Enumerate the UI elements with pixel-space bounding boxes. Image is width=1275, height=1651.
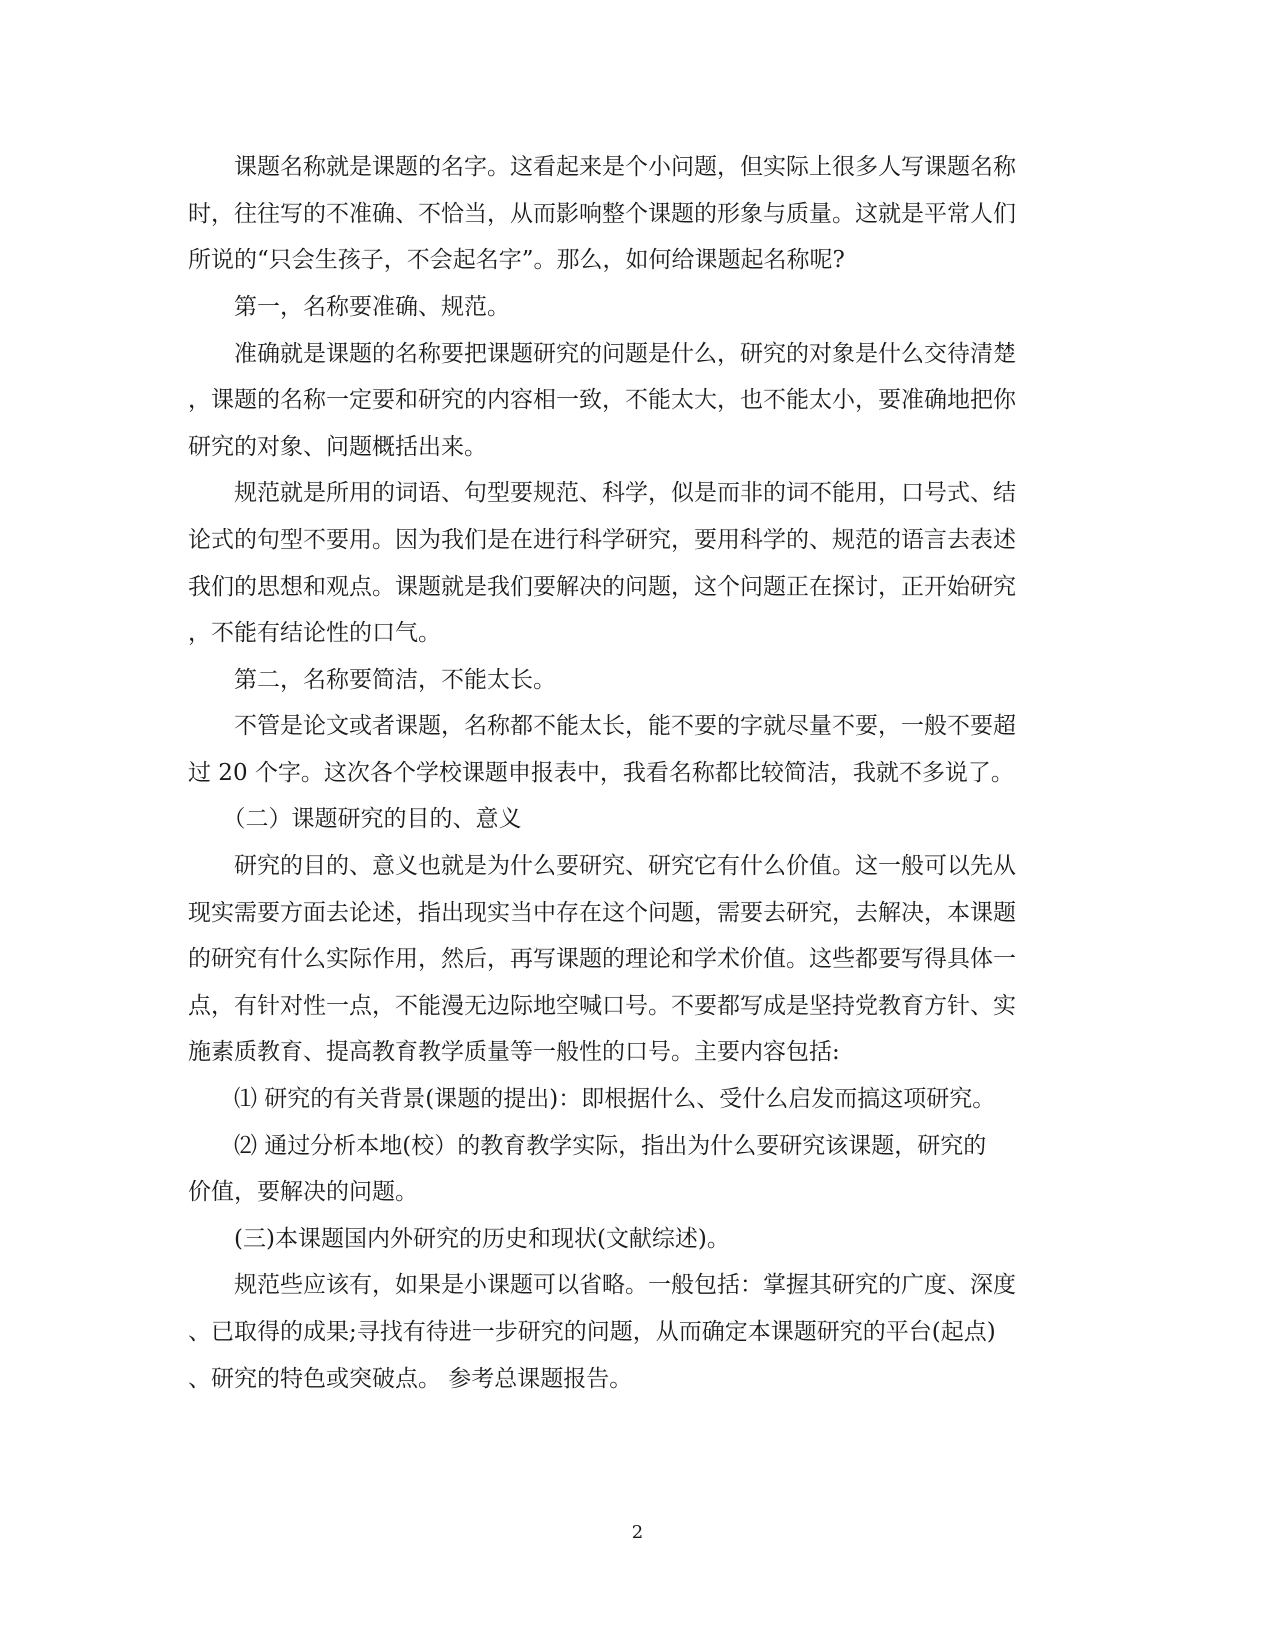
section-heading: 第一，名称要准确、规范。 — [188, 294, 510, 320]
text-line: 规范些应该有，如果是小课题可以省略。一般包括：掌握其研究的广度、深度 — [188, 1272, 1016, 1298]
text-line: 研究的对象、问题概括出来。 — [188, 434, 487, 460]
text-line: 我们的思想和观点。课题就是我们要解决的问题，这个问题正在探讨，正开始研究 — [188, 574, 1016, 600]
text-line: 的研究有什么实际作用，然后，再写课题的理论和学术价值。这些都要写得具体一 — [188, 946, 1016, 972]
text-line: 所说的“只会生孩子，不会起名字”。那么，如何给课题起名称呢? — [188, 247, 845, 273]
text-line: 现实需要方面去论述，指出现实当中存在这个问题，需要去研究，去解决，本课题 — [188, 900, 1016, 926]
list-item: ⑵ 通过分析本地(校）的教育教学实际，指出为什么要研究该课题，研究的 — [188, 1133, 987, 1159]
text-line: 准确就是课题的名称要把课题研究的问题是什么，研究的对象是什么交待清楚 — [188, 341, 1016, 367]
page-number: 2 — [631, 1522, 644, 1543]
text-line: 时，往往写的不准确、不恰当，从而影响整个课题的形象与质量。这就是平常人们 — [188, 201, 1016, 227]
text-line: ，课题的名称一定要和研究的内容相一致，不能太大，也不能太小，要准确地把你 — [188, 387, 1016, 413]
text-line: 点，有针对性一点，不能漫无边际地空喊口号。不要都写成是坚持党教育方针、实 — [188, 993, 1016, 1019]
section-heading: （二）课题研究的目的、意义 — [188, 806, 522, 832]
text-line: 、研究的特色或突破点。 参考总课题报告。 — [188, 1366, 633, 1392]
text-line: 规范就是所用的词语、句型要规范、科学，似是而非的词不能用，口号式、结 — [188, 480, 1016, 506]
text-line: 施素质教育、提高教育教学质量等一般性的口号。主要内容包括: — [188, 1039, 840, 1065]
text-line: 过 20 个字。这次各个学校课题申报表中，我看名称都比较简洁，我就不多说了。 — [188, 760, 1014, 786]
text-line: 价值，要解决的问题。 — [188, 1179, 418, 1205]
text-line: 、已取得的成果;寻找有待进一步研究的问题，从而确定本课题研究的平台(起点) — [188, 1319, 996, 1345]
text-line: ，不能有结论性的口气。 — [188, 620, 441, 646]
text-line: 课题名称就是课题的名字。这看起来是个小问题，但实际上很多人写课题名称 — [188, 154, 1016, 180]
text-line: 论式的句型不要用。因为我们是在进行科学研究，要用科学的、规范的语言去表述 — [188, 527, 1016, 553]
section-heading: 第二，名称要简洁，不能太长。 — [188, 667, 556, 693]
text-line: 不管是论文或者课题，名称都不能太长，能不要的字就尽量不要，一般不要超 — [188, 713, 1016, 739]
section-heading: (三)本课题国内外研究的历史和现状(文献综述)。 — [188, 1226, 730, 1252]
list-item: ⑴ 研究的有关背景(课题的提出)：即根据什么、受什么启发而搞这项研究。 — [188, 1086, 996, 1112]
text-line: 研究的目的、意义也就是为什么要研究、研究它有什么价值。这一般可以先从 — [188, 853, 1016, 879]
